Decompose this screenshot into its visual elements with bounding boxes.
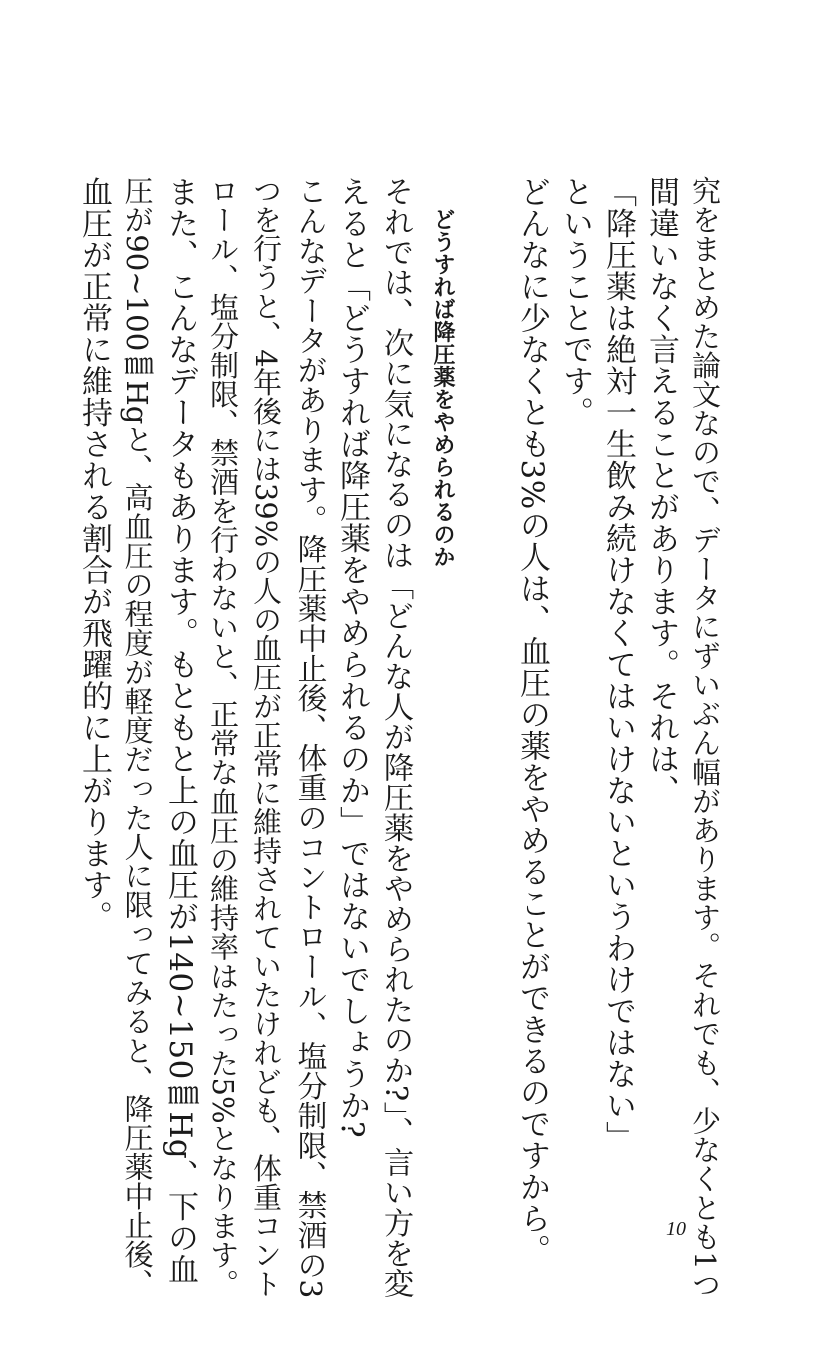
paragraph-line-1: 究をまとめた論文なので、データにずいぶん幅があります。それでも、少なくとも1つ [688, 176, 722, 1299]
paragraph-line-5: それでは、次に気になるのは「どんな人が降圧薬をやめられたのか?」、言い方を変 [378, 176, 413, 1299]
paragraph-line-12: 血圧が正常に維持される割合が飛躍的に上がります。 [76, 176, 112, 932]
paragraph-line-4: どんなに少なくとも3%の人は、血圧の薬をやめることができるのですから。 [514, 176, 550, 1266]
paragraph-line-9: ロール、塩分制限、禁酒を行わないと、正常な血圧の維持率はたった5%となります。 [206, 176, 240, 1299]
paragraph-line-10: また、こんなデータもあります。もともと上の血圧が140~150㎜Hg、下の血 [162, 176, 198, 1286]
section-heading: どうすれば降圧薬をやめられるのか [430, 208, 455, 568]
quote-line: 「降圧薬は絶対一生飲み続けなくてはいけないというわけではない」 [600, 176, 636, 1153]
paragraph-line-11: 圧が90~100㎜Hgと、高血圧の程度が軽度だった人に限ってみると、降圧薬中止後、 [120, 176, 154, 1298]
page-number: 10 [666, 1218, 686, 1240]
paragraph-line-2: 間違いなく言えることがあります。それは、 [643, 176, 679, 806]
paragraph-line-7: こんなデータがあります。降圧薬中止後、体重のコントロール、塩分制限、禁酒の3 [292, 176, 327, 1299]
paragraph-line-8: つを行うと、4年後には39%の人の血圧が正常に維持されていたけれども、体重コント [249, 176, 283, 1298]
paragraph-line-3: ということです。 [557, 176, 593, 428]
paragraph-line-6: えると「どうすれば降圧薬をやめられるのか」ではないでしょうか? [334, 176, 370, 1139]
